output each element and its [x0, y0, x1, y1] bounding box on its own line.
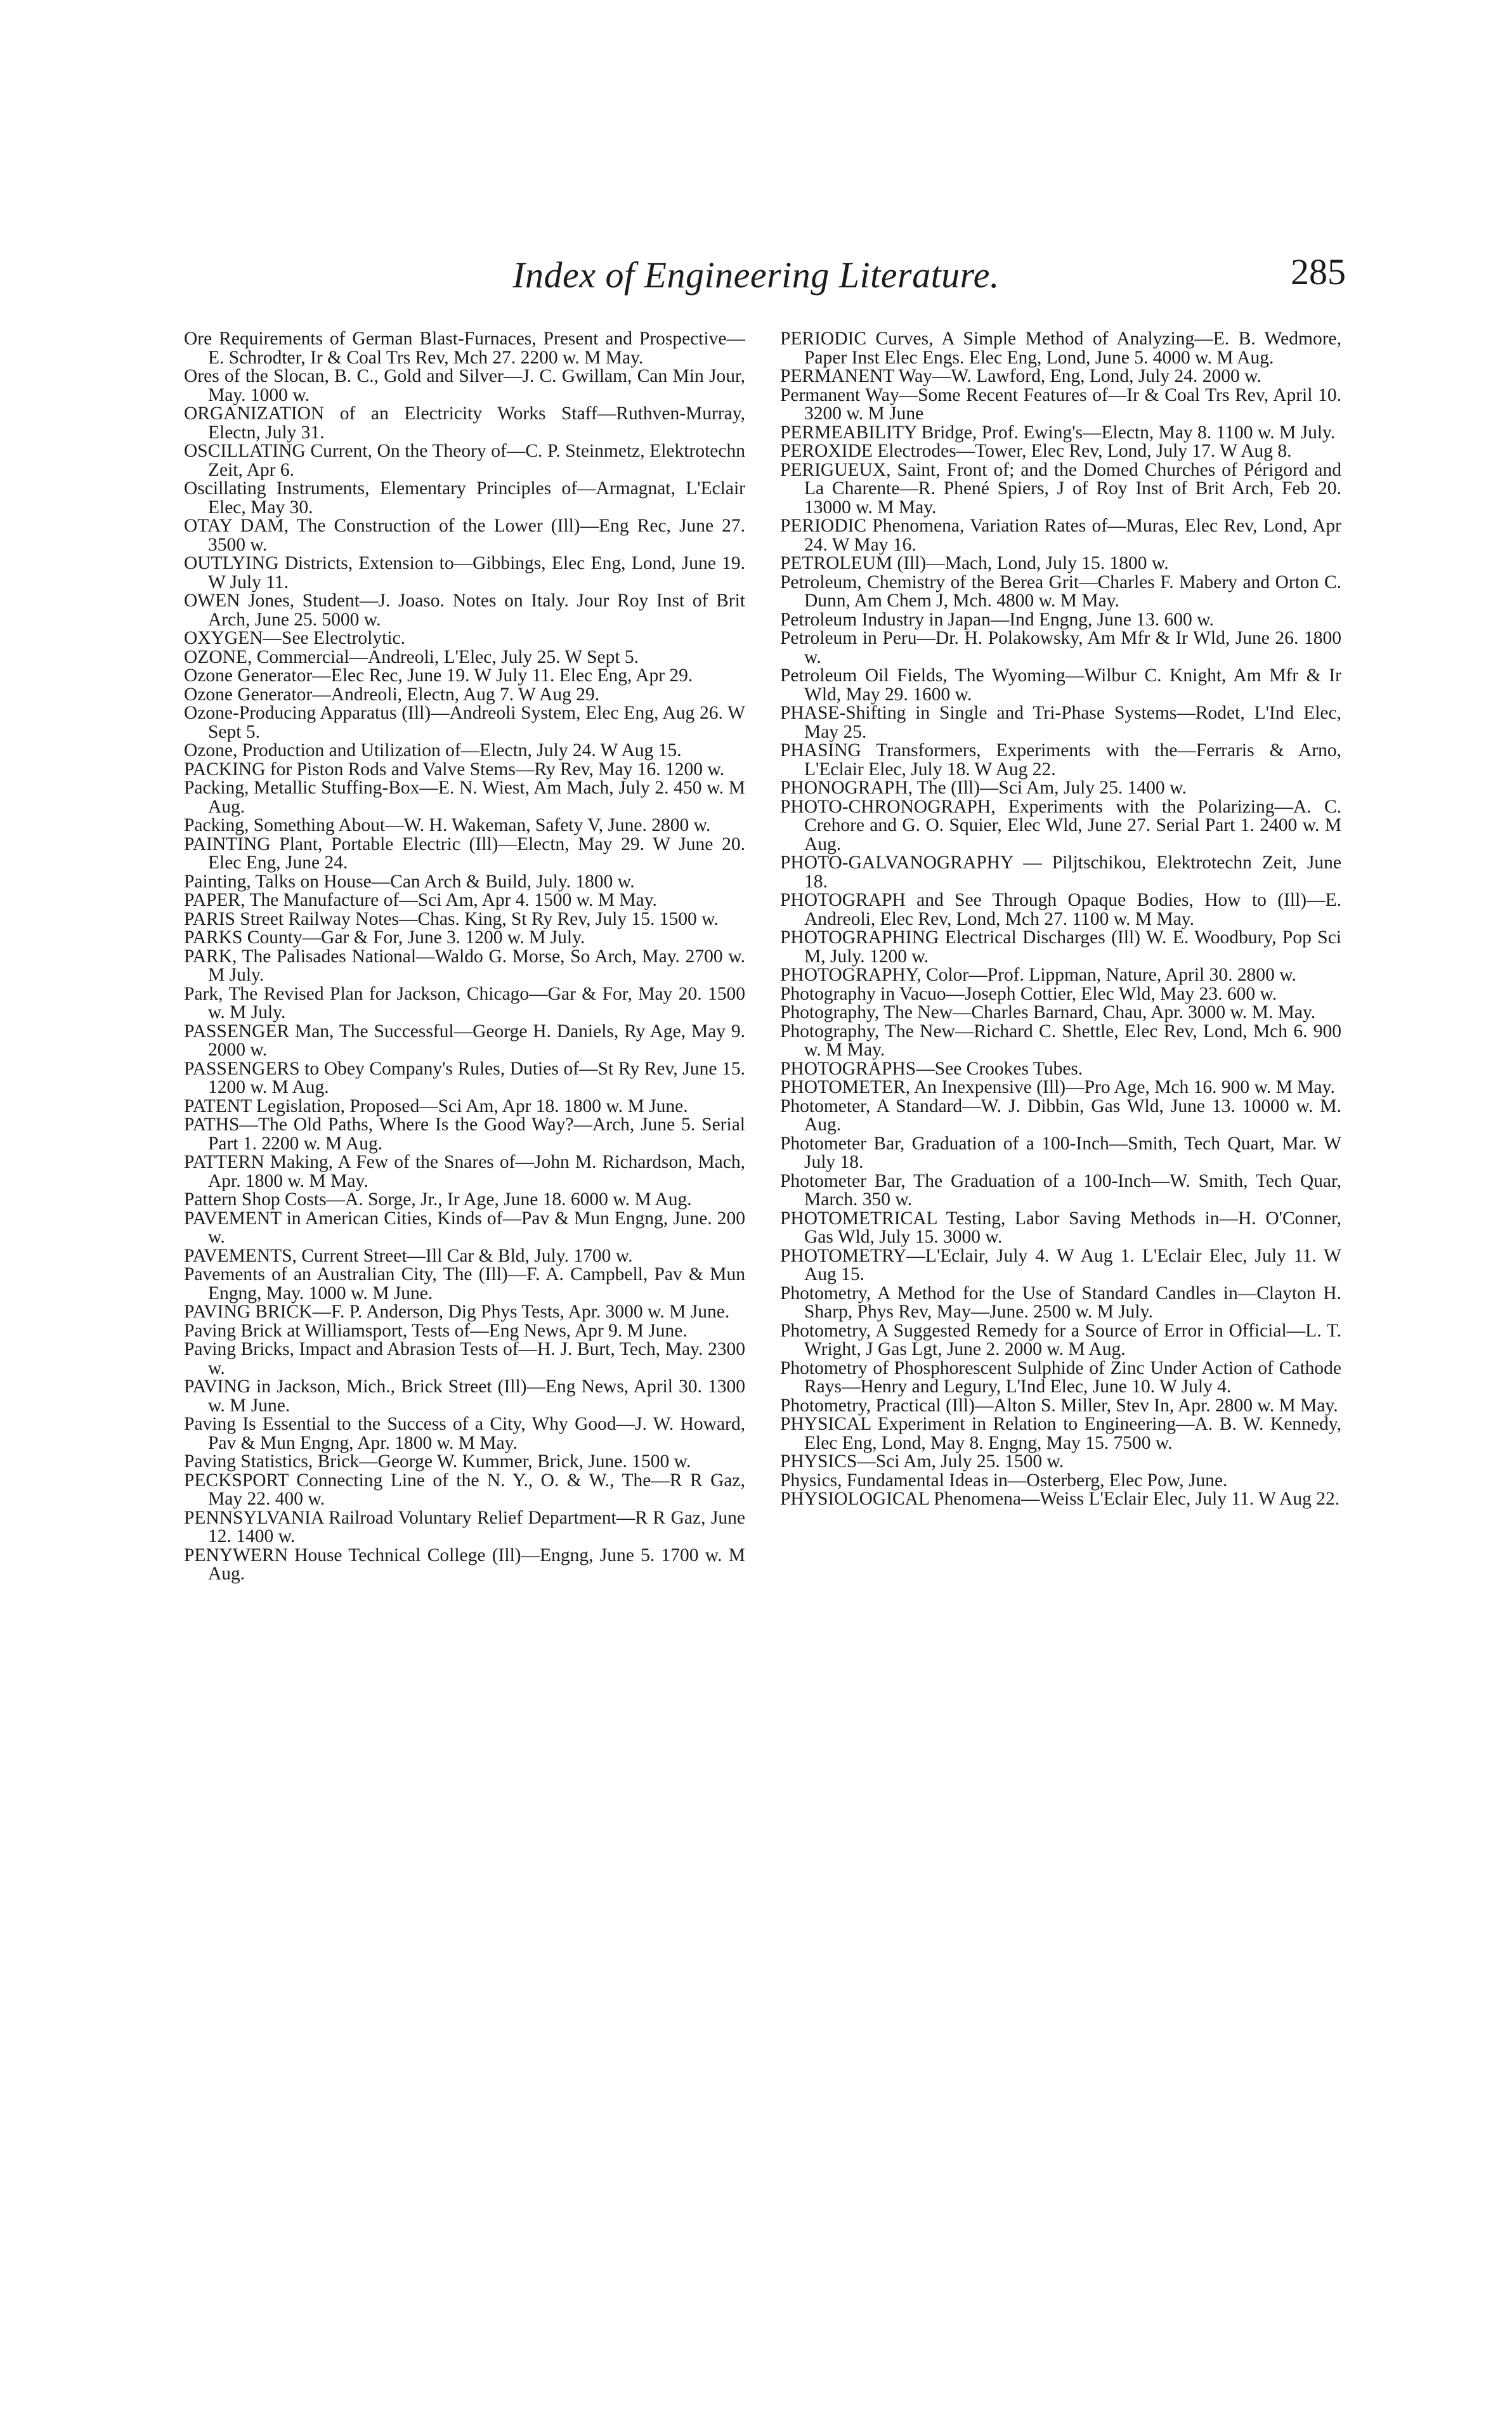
index-entry: Petroleum Industry in Japan—Ind Engng, June 13. 600 w.	[780, 609, 1214, 630]
index-entry: Petroleum Oil Fields, The Wyoming—Wilbur C. Knight, Am Mfr & Ir Wld, May 29. 1600 w.	[780, 665, 1341, 705]
index-entry: PHYSIOLOGICAL Phenomena—Weiss L'Eclair Elec, July 11. W Aug 22.	[780, 1489, 1340, 1509]
index-entry: Permanent Way—Some Recent Features of—Ir & Coal Trs Rev, April 10. 3200 w. M June	[780, 384, 1341, 424]
index-entry: Packing, Something About—W. H. Wakeman, Safety V, June. 2800 w.	[184, 815, 711, 835]
index-entry: Photometry, A Suggested Remedy for a Source of Error in Official—L. T. Wright, J Gas Lgt, June 2. 2000 w. M Aug.	[780, 1320, 1341, 1359]
index-entry: Ozone Generator—Elec Rec, June 19. W July 11. Elec Eng, Apr 29.	[184, 665, 693, 686]
index-entry: PHONOGRAPH, The (Ill)—Sci Am, July 25. 1400 w.	[780, 778, 1187, 798]
index-entry: Ozone-Producing Apparatus (Ill)—Andreoli System, Elec Eng, Aug 26. W Sept 5.	[184, 703, 745, 742]
index-entry: Ozone, Production and Utilization of—Electn, July 24. W Aug 15.	[184, 740, 682, 761]
index-entry: Photometer Bar, The Graduation of a 100-Inch—W. Smith, Tech Quar, March. 350 w.	[780, 1170, 1341, 1210]
index-entry: Pavements of an Australian City, The (Ill)—F. A. Campbell, Pav & Mun Engng, May. 1000 w. M June.	[184, 1264, 745, 1304]
index-entry: PHOTO-GALVANOGRAPHY — Piljtschikou, Elektrotechn Zeit, June 18.	[780, 853, 1341, 892]
index-entry: Paving Statistics, Brick—George W. Kummer, Brick, June. 1500 w.	[184, 1451, 691, 1472]
index-entry: PHOTOMETER, An Inexpensive (Ill)—Pro Age, Mch 16. 900 w. M May.	[780, 1077, 1335, 1097]
index-entry: PHOTOGRAPHY, Color—Prof. Lippman, Nature, April 30. 2800 w.	[780, 965, 1296, 985]
index-entry: PATENT Legislation, Proposed—Sci Am, Apr 18. 1800 w. M June.	[184, 1095, 688, 1116]
index-entry: PHASE-Shifting in Single and Tri-Phase Systems—Rodet, L'Ind Elec, May 25.	[780, 703, 1341, 742]
running-title: Index of Engineering Literature.	[512, 254, 1000, 296]
index-entry: PHOTOGRAPHING Electrical Discharges (Ill) W. E. Woodbury, Pop Sci M, July. 1200 w.	[780, 927, 1341, 967]
index-entry: PARIS Street Railway Notes—Chas. King, St Ry Rev, July 15. 1500 w.	[184, 908, 719, 929]
index-entry: Photography in Vacuo—Joseph Cottier, Elec Wld, May 23. 600 w.	[780, 983, 1277, 1004]
index-entry: Photography, The New—Richard C. Shettle, Elec Rev, Lond, Mch 6. 900 w. M May.	[780, 1021, 1341, 1060]
index-entry: PHOTOGRAPHS—See Crookes Tubes.	[780, 1058, 1083, 1079]
index-entry: Painting, Talks on House—Can Arch & Build, July. 1800 w.	[184, 871, 635, 892]
index-entry: Physics, Fundamental Ideas in—Osterberg, Elec Pow, June.	[780, 1470, 1228, 1491]
index-entry: PATHS—The Old Paths, Where Is the Good Way?—Arch, June 5. Serial Part 1. 2200 w. M Aug.	[184, 1114, 745, 1154]
index-entry: OTAY DAM, The Construction of the Lower (Ill)—Eng Rec, June 27. 3500 w.	[184, 516, 745, 555]
index-entry: PAINTING Plant, Portable Electric (Ill)—Electn, May 29. W June 20. Elec Eng, June 24.	[184, 833, 745, 873]
index-entry: Photometer, A Standard—W. J. Dibbin, Gas Wld, June 13. 10000 w. M. Aug.	[780, 1095, 1341, 1135]
index-entry: OSCILLATING Current, On the Theory of—C. P. Steinmetz, Elektrotechn Zeit, Apr 6.	[184, 441, 745, 480]
index-entry: PAVING BRICK—F. P. Anderson, Dig Phys Tests, Apr. 3000 w. M June.	[184, 1302, 730, 1322]
index-entry: PHYSICS—Sci Am, July 25. 1500 w.	[780, 1451, 1064, 1472]
index-entry: PAPER, The Manufacture of—Sci Am, Apr 4. 1500 w. M May.	[184, 890, 657, 910]
index-entry: PARK, The Palisades National—Waldo G. Morse, So Arch, May. 2700 w. M July.	[184, 946, 745, 985]
index-entry: Photometry of Phosphorescent Sulphide of Zinc Under Action of Cathode Rays—Henry and Legury, L'Ind Elec, June 10. W July 4.	[780, 1357, 1341, 1397]
index-entry: PERIGUEUX, Saint, Front of; and the Domed Churches of Périgord and La Charente—R. Phené Spiers, J of Roy Inst of Brit Arch, Feb 20. 13000 w. M May.	[780, 459, 1341, 518]
index-entry: PAVING in Jackson, Mich., Brick Street (Ill)—Eng News, April 30. 1300 w. M June.	[184, 1376, 745, 1416]
index-entry: Photometer Bar, Graduation of a 100-Inch—Smith, Tech Quart, Mar. W July 18.	[780, 1133, 1341, 1172]
page-number: 285	[1291, 251, 1346, 292]
index-entry: Paving Brick at Williamsport, Tests of—Eng News, Apr 9. M June.	[184, 1320, 688, 1341]
index-entry: PERIODIC Phenomena, Variation Rates of—Muras, Elec Rev, Lond, Apr 24. W May 16.	[780, 516, 1341, 555]
index-entry: PAVEMENT in American Cities, Kinds of—Pav & Mun Engng, June. 200 w.	[184, 1208, 745, 1247]
index-entry: Oscillating Instruments, Elementary Principles of—Armagnat, L'Eclair Elec, May 30.	[184, 478, 745, 518]
index-entry: PASSENGERS to Obey Company's Rules, Duties of—St Ry Rev, June 15. 1200 w. M Aug.	[184, 1058, 745, 1097]
index-entry: Packing, Metallic Stuffing-Box—E. N. Wiest, Am Mach, July 2. 450 w. M Aug.	[184, 778, 745, 817]
index-entry: Park, The Revised Plan for Jackson, Chicago—Gar & For, May 20. 1500 w. M July.	[184, 983, 745, 1023]
right-column	[780, 330, 1341, 1509]
index-entry: PHOTO-CHRONOGRAPH, Experiments with the Polarizing—A. C. Crehore and G. O. Squier, Elec Wld, June 27. Serial Part 1. 2400 w. M Aug.	[780, 796, 1341, 854]
index-entry: OUTLYING Districts, Extension to—Gibbings, Elec Eng, Lond, June 19. W July 11.	[184, 553, 745, 592]
index-entry: PARKS County—Gar & For, June 3. 1200 w. M July.	[184, 927, 585, 948]
index-entry: PHOTOGRAPH and See Through Opaque Bodies, How to (Ill)—E. Andreoli, Elec Rev, Lond, Mch 27. 1100 w. M May.	[780, 890, 1341, 929]
index-entry: Ores of the Slocan, B. C., Gold and Silver—J. C. Gwillam, Can Min Jour, May. 1000 w.	[184, 366, 745, 405]
index-entry: PETROLEUM (Ill)—Mach, Lond, July 15. 1800 w.	[780, 553, 1169, 573]
index-entry: PERMEABILITY Bridge, Prof. Ewing's—Electn, May 8. 1100 w. M July.	[780, 422, 1336, 443]
index-entry: PACKING for Piston Rods and Valve Stems—Ry Rev, May 16. 1200 w.	[184, 759, 725, 780]
index-entry: OWEN Jones, Student—J. Joaso. Notes on Italy. Jour Roy Inst of Brit Arch, June 25. 5000 w.	[184, 591, 745, 630]
index-entry: ORGANIZATION of an Electricity Works Staff—Ruthven-Murray, Electn, July 31.	[184, 403, 745, 443]
index-entry: Petroleum, Chemistry of the Berea Grit—Charles F. Mabery and Orton C. Dunn, Am Chem J, Mch. 4800 w. M May.	[780, 572, 1341, 611]
index-entry: Petroleum in Peru—Dr. H. Polakowsky, Am Mfr & Ir Wld, June 26. 1800 w.	[780, 628, 1341, 667]
index-entry: PATTERN Making, A Few of the Snares of—John M. Richardson, Mach, Apr. 1800 w. M May.	[184, 1152, 745, 1191]
index-entry: OXYGEN—See Electrolytic.	[184, 628, 405, 648]
index-entry: PERMANENT Way—W. Lawford, Eng, Lond, July 24. 2000 w.	[780, 366, 1261, 386]
index-entry: PEROXIDE Electrodes—Tower, Elec Rev, Lond, July 17. W Aug 8.	[780, 441, 1292, 461]
index-entry: Photometry, Practical (Ill)—Alton S. Miller, Stev In, Apr. 2800 w. M May.	[780, 1395, 1338, 1416]
index-entry: PENYWERN House Technical College (Ill)—Engng, June 5. 1700 w. M Aug.	[184, 1545, 745, 1584]
index-entry: PHOTOMETRICAL Testing, Labor Saving Methods in—H. O'Conner, Gas Wld, July 15. 3000 w.	[780, 1208, 1341, 1247]
index-entry: Paving Is Essential to the Success of a City, Why Good—J. W. Howard, Pav & Mun Engng, Apr. 1800 w. M May.	[184, 1414, 745, 1453]
index-entry: Paving Bricks, Impact and Abrasion Tests of—H. J. Burt, Tech, May. 2300 w.	[184, 1339, 745, 1378]
left-column	[184, 330, 745, 1584]
index-entry: PASSENGER Man, The Successful—George H. Daniels, Ry Age, May 9. 2000 w.	[184, 1021, 745, 1060]
index-entry: Photometry, A Method for the Use of Standard Candles in—Clayton H. Sharp, Phys Rev, May—June. 2500 w. M July.	[780, 1283, 1341, 1322]
index-entry: Pattern Shop Costs—A. Sorge, Jr., Ir Age, June 18. 6000 w. M Aug.	[184, 1189, 692, 1210]
index-entry: OZONE, Commercial—Andreoli, L'Elec, July 25. W Sept 5.	[184, 646, 639, 667]
index-entry: Ore Requirements of German Blast-Furnaces, Present and Prospective—E. Schrodter, Ir & Coal Trs Rev, Mch 27. 2200 w. M May.	[184, 329, 745, 368]
index-entry: Photography, The New—Charles Barnard, Chau, Apr. 3000 w. M. May.	[780, 1002, 1316, 1023]
index-entry: PHASING Transformers, Experiments with the—Ferraris & Arno, L'Eclair Elec, July 18. W Aug 22.	[780, 740, 1341, 780]
index-entry: Ozone Generator—Andreoli, Electn, Aug 7. W Aug 29.	[184, 684, 600, 705]
index-entry: PERIODIC Curves, A Simple Method of Analyzing—E. B. Wedmore, Paper Inst Elec Engs. Elec Eng, Lond, June 5. 4000 w. M Aug.	[780, 329, 1341, 368]
index-entry: PAVEMENTS, Current Street—Ill Car & Bld, July. 1700 w.	[184, 1245, 633, 1266]
index-entry: PHYSICAL Experiment in Relation to Engineering—A. B. W. Kennedy, Elec Eng, Lond, May 8. Engng, May 15. 7500 w.	[780, 1414, 1341, 1453]
index-entry: PHOTOMETRY—L'Eclair, July 4. W Aug 1. L'Eclair Elec, July 11. W Aug 15.	[780, 1245, 1341, 1284]
index-entry: PECKSPORT Connecting Line of the N. Y., O. & W., The—R R Gaz, May 22. 400 w.	[184, 1470, 745, 1509]
index-entry: PENNSYLVANIA Railroad Voluntary Relief Department—R R Gaz, June 12. 1400 w.	[184, 1507, 745, 1546]
